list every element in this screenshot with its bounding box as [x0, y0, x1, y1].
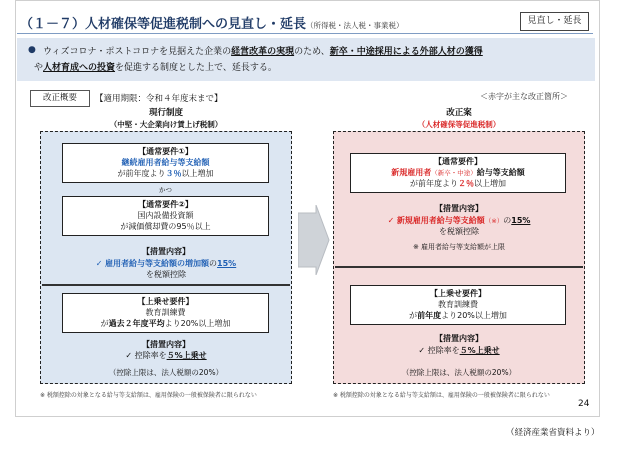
proposal-extra-main: 教育訓練費	[438, 300, 478, 309]
proposal-extra-detail: が前年度より20%以上増加	[409, 311, 507, 320]
check-icon: ✓	[125, 351, 135, 360]
source-caption: （経済産業省資料より）	[506, 428, 600, 438]
legend-note: ＜赤字が主な改正箇所＞	[480, 92, 568, 101]
check-icon: ✓	[418, 346, 428, 355]
current-req1-main: 継続雇用者給与等支給額	[121, 158, 210, 167]
proposal-req-detail: が前年度より２％以上増加	[410, 179, 506, 188]
current-heading: 現行制度	[148, 108, 183, 118]
current-req2-title: 【通常要件②】	[138, 200, 193, 209]
and-connector: かつ	[159, 186, 172, 194]
proposal-req-main: 新規雇用者（新卒・中途）給与等支給額	[391, 168, 525, 177]
proposal-extra-measure-title: 【措置内容】	[435, 334, 483, 343]
current-extra-measure: ✓ 控除率を５%上乗せ	[125, 351, 207, 360]
current-extra-detail: が過去２年度平均より20%以上増加	[100, 319, 231, 328]
current-extra-measure-title: 【措置内容】	[142, 340, 190, 349]
current-measure-detail: を税額控除	[146, 270, 186, 279]
current-req1-title: 【通常要件①】	[138, 147, 193, 156]
current-req2-detail: が減価償却費の95％以上	[120, 222, 211, 231]
current-measure-title: 【措置内容】	[142, 247, 190, 256]
proposal-limit: （控除上限は、法人税額の20%）	[401, 368, 517, 377]
proposal-extra-measure: ✓ 控除率を５%上乗せ	[418, 346, 500, 355]
title-divider	[17, 33, 593, 34]
page-title: （１－７）人材確保等促進税制への見直し・延長（所得税・法人税・事業税）	[20, 17, 404, 32]
check-icon: ✓	[387, 216, 397, 225]
status-badge: 見直し・延長	[520, 12, 589, 31]
proposal-divider	[335, 266, 583, 268]
current-limit: （控除上限は、法人税額の20%）	[108, 368, 224, 377]
proposal-measure-note: ※ 雇用者給与等支給額が上限	[412, 243, 506, 251]
current-req2-main: 国内設備投資額	[137, 211, 194, 220]
application-period: 【適用期限：令和４年度末まで】	[95, 94, 223, 104]
current-measure-main: ✓ 雇用者給与等支給額の増加額の15%	[95, 259, 237, 268]
proposal-req-title: 【通常要件】	[434, 157, 482, 166]
chevron-right-icon	[298, 205, 330, 275]
current-divider	[42, 284, 290, 286]
current-extra-main: 教育訓練費	[145, 308, 186, 317]
title-subtext: （所得税・法人税・事業税）	[306, 21, 404, 30]
proposal-measure-title: 【措置内容】	[435, 204, 483, 213]
current-req1-detail: が前年度より３％以上増加	[117, 169, 214, 178]
current-footnote: ※ 税額控除の対象となる給与等支給額は、雇用保険の一般被保険者に限られない	[40, 392, 257, 399]
current-extra-title: 【上乗せ要件】	[137, 297, 194, 306]
proposal-measure-detail: を税額控除	[439, 227, 479, 236]
proposal-measure-main: ✓ 新規雇用者給与等支給額（※）の15%	[387, 216, 531, 225]
summary-label: 改正概要	[30, 90, 90, 107]
bullet-icon: ●	[28, 45, 36, 55]
current-subheading: （中堅・大企業向け賃上げ税制）	[109, 120, 223, 129]
proposal-extra-title: 【上乗せ要件】	[430, 289, 486, 298]
intro-line-1: ウィズコロナ・ポストコロナを見据えた企業の経営改革の実現のため、新卒・中途採用による外部人材の獲得	[43, 47, 483, 57]
proposal-subheading: （人材確保等促進税制）	[417, 120, 501, 129]
check-icon: ✓	[95, 259, 106, 268]
intro-line-2: や人材育成への投資を促進する制度とした上で、延長する。	[34, 63, 277, 73]
page-number: 24	[578, 399, 590, 409]
proposal-heading: 改正案	[446, 108, 472, 118]
proposal-footnote: ※ 税額控除の対象となる給与等支給額は、雇用保険の一般被保険者に限られない	[333, 392, 550, 399]
